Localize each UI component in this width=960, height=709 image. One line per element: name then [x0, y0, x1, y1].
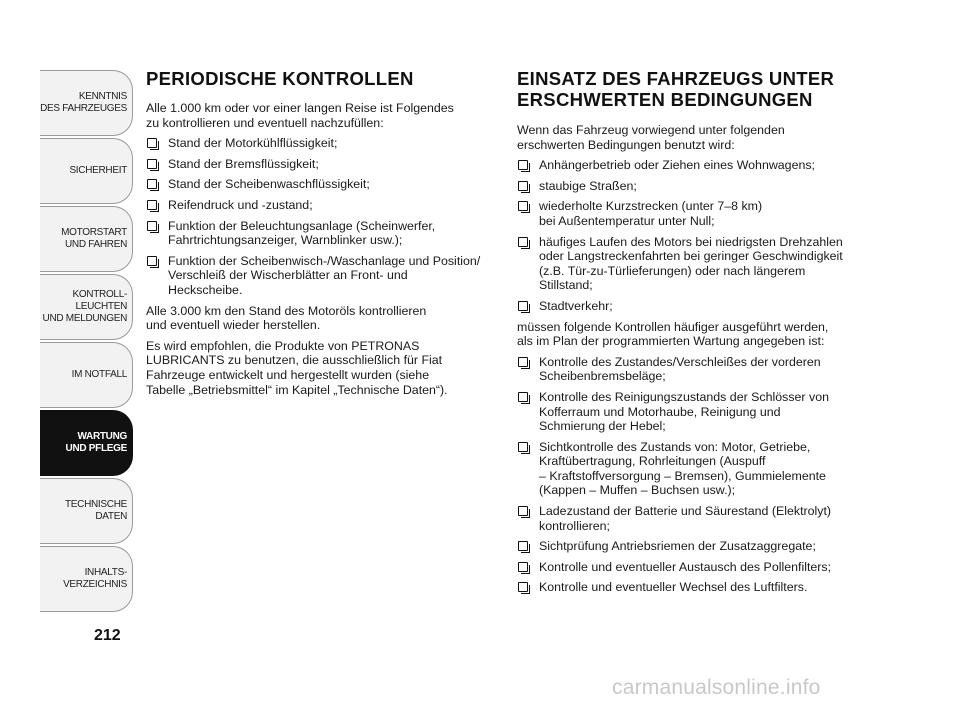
tab-sicherheit[interactable]: SICHERHEIT [40, 138, 133, 204]
page-number: 212 [94, 627, 121, 644]
periodic-checks-section [146, 68, 498, 403]
checkbox-bullet-icon [518, 541, 528, 551]
severe-conditions-section [517, 68, 869, 601]
watermark: carmanualsonline.info [612, 676, 821, 699]
list-item: wiederholte Kurzstrecken (unter 7–8 km) bei Außentemperatur unter Null; [517, 199, 869, 228]
checkbox-bullet-icon [147, 179, 157, 189]
checkbox-bullet-icon [518, 181, 528, 191]
list-item: Kontrolle des Reinigungszustands der Schlösser von Kofferraum und Motorhaube, Reinigung und Schmierung der Hebel; [517, 390, 869, 434]
list-item: Kontrolle und eventueller Wechsel des Luftfilters. [517, 580, 869, 595]
list-item: Sichtprüfung Antriebsriemen der Zusatzaggregate; [517, 539, 869, 554]
checkbox-bullet-icon [518, 301, 528, 311]
oil-paragraph: Alle 3.000 km den Stand des Motoröls kontrollieren und eventuell wieder herstellen. [146, 303, 427, 333]
tab-im-notfall[interactable]: IM NOTFALL [40, 342, 133, 408]
conditions-list [517, 158, 869, 313]
intro-paragraph: Wenn das Fahrzeug vorwiegend unter folgenden erschwerten Bedingungen benutzt wird: [517, 123, 785, 152]
intro-paragraph: Alle 1.000 km oder vor einer langen Reise ist Folgendes zu kontrollieren und eventuell nachzufüllen: [146, 101, 454, 130]
checkbox-bullet-icon [518, 392, 528, 402]
checkbox-bullet-icon [518, 201, 528, 211]
tab-kenntnis-des-fahrzeuges[interactable]: KENNTNIS DES FAHRZEUGES [40, 70, 133, 136]
check-list [146, 136, 498, 297]
chapter-tab-bar [40, 70, 133, 614]
list-item: Kontrolle des Zustandes/Verschleißes der vorderen Scheibenbremsbeläge; [517, 355, 869, 384]
section-title: PERIODISCHE KONTROLLEN [146, 68, 414, 89]
checkbox-bullet-icon [147, 221, 157, 231]
checkbox-bullet-icon [147, 200, 157, 210]
tab-kontrollleuchten[interactable]: KONTROLL- LEUCHTEN UND MELDUNGEN [40, 274, 133, 340]
checkbox-bullet-icon [518, 160, 528, 170]
list-item: Reifendruck und -zustand; [146, 198, 498, 213]
list-item: häufiges Laufen des Motors bei niedrigsten Drehzahlen oder Langstreckenfahrten bei geringer Geschwindigkeit (z.B. Tür-zu-Türlieferungen) oder nach längerem Stillstand; [517, 235, 869, 293]
tab-technische-daten[interactable]: TECHNISCHE DATEN [40, 478, 133, 544]
tab-wartung-und-pflege[interactable]: WARTUNG UND PFLEGE [40, 410, 133, 476]
checkbox-bullet-icon [518, 237, 528, 247]
checks-list [517, 355, 869, 595]
checkbox-bullet-icon [147, 138, 157, 148]
list-item: Funktion der Beleuchtungsanlage (Scheinwerfer, Fahrtrichtungsanzeiger, Warnblinker usw.); [146, 219, 498, 248]
recommendation-paragraph: Es wird empfohlen, die Produkte von PETRONAS LUBRICANTS zu benutzen, die ausschließlich für Fiat Fahrzeuge entwickelt und hergestellt wurden (siehe Tabelle „Betriebsmittel“ im Kapitel „Technische Daten“). [146, 338, 448, 397]
checkbox-bullet-icon [147, 256, 157, 266]
checkbox-bullet-icon [518, 562, 528, 572]
checkbox-bullet-icon [518, 582, 528, 592]
list-item: Anhängerbetrieb oder Ziehen eines Wohnwagens; [517, 158, 869, 173]
list-item: Ladezustand der Batterie und Säurestand (Elektrolyt) kontrollieren; [517, 504, 869, 533]
checkbox-bullet-icon [518, 442, 528, 452]
checkbox-bullet-icon [518, 357, 528, 367]
checkbox-bullet-icon [147, 159, 157, 169]
list-item: Funktion der Scheibenwisch-/Waschanlage und Position/ Verschleiß der Wischerblätter an Front- und Heckscheibe. [146, 254, 498, 298]
section-title: EINSATZ DES FAHRZEUGS UNTER ERSCHWERTEN BEDINGUNGEN [517, 68, 835, 110]
tab-motorstart-und-fahren[interactable]: MOTORSTART UND FAHREN [40, 206, 133, 272]
list-item: Kontrolle und eventueller Austausch des Pollenfilters; [517, 560, 869, 575]
tab-inhaltsverzeichnis[interactable]: INHALTS- VERZEICHNIS [40, 546, 133, 612]
list-item: Sichtkontrolle des Zustands von: Motor, Getriebe, Kraftübertragung, Rohrleitungen (Auspuff – Kraftstoffversorgung – Bremsen), Gummielemente (Kappen – Muffen – Buchsen usw.); [517, 440, 869, 498]
list-item: Stand der Bremsflüssigkeit; [146, 157, 498, 172]
middle-paragraph: müssen folgende Kontrollen häufiger ausgeführt werden, als im Plan der programmierten Wartung angegeben ist: [517, 319, 829, 349]
list-item: staubige Straßen; [517, 179, 869, 194]
checkbox-bullet-icon [518, 506, 528, 516]
list-item: Stand der Motorkühlflüssigkeit; [146, 136, 498, 151]
list-item: Stand der Scheibenwaschflüssigkeit; [146, 177, 498, 192]
list-item: Stadtverkehr; [517, 299, 869, 314]
